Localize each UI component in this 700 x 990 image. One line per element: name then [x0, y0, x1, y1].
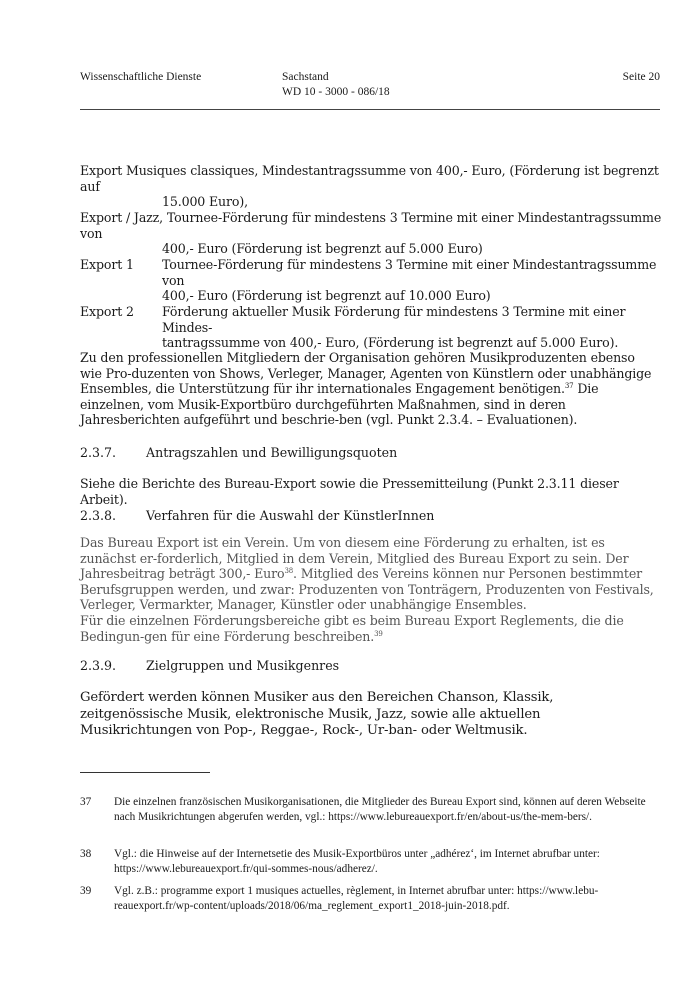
export-entry-export1: [80, 257, 662, 304]
entry-label: Export 1: [80, 257, 134, 272]
paragraph-text-continued: . Mitglied des Vereins können nur Personen bestimmter Berufsgruppen werden, und zwar: Produzenten von Tonträgern, Produzenten von Festivals, Verleger, Vermarkter, Manager, Künstler oder unabhängige Ensembles.: [80, 566, 654, 613]
section-number: 2.3.9.: [80, 658, 117, 673]
footnote-39: [80, 884, 660, 914]
export-entry-jazz: [80, 210, 662, 257]
header-doc-info: [282, 70, 390, 100]
section-number: 2.3.7.: [80, 445, 117, 460]
entry-line: Export Musiques classiques, Mindestantragssumme von 400,- Euro, (Förderung ist begrenzt auf: [80, 163, 659, 194]
paragraph-text-regulations: Für die einzelnen Förderungsbereiche gibt es beim Bureau Export Reglements, die die Bedingun-gen für eine Förderung beschreiben.: [80, 612, 624, 644]
section-239-body: Gefördert werden können Musiker aus den Bereichen Chanson, Klassik, zeitgenössische Musik, elektronische Musik, Jazz, sowie alle aktuellen Musikrichtungen von Pop-, Reggae-, Rock-, Ur-ban- oder Weltmusik.: [80, 690, 554, 739]
section-title: Zielgruppen und Musikgenres: [146, 658, 340, 673]
footnote-divider: [80, 772, 210, 773]
footnote-ref-37[interactable]: 37: [564, 382, 574, 391]
entry-line: Export / Jazz, Tournee-Förderung für mindestens 3 Termine mit einer Mindestantragssumme von: [80, 210, 662, 241]
footnote-text[interactable]: Die einzelnen französischen Musikorganisationen, die Mitglieder des Bureau Export sind, können auf deren Webseite nach Musikrichtungen abgerufen werden, vgl.: https://www.lebureauexport.fr/en/about-us/the-mem-bers/.: [114, 796, 646, 823]
header-department: Wissenschaftliche Dienste: [80, 71, 202, 83]
footnote-text[interactable]: Vgl.: die Hinweise auf der Internetsetie des Musik-Exportbüros unter „adhérez‘, im Internet abrufbar unter: https://www.lebureauexport.fr/qui-sommes-nous/adherez/.: [114, 848, 600, 875]
footnote-number: 39: [80, 885, 92, 897]
entry-line: Tournee-Förderung für mindestens 3 Termine mit einer Mindestantragssumme von: [162, 257, 657, 288]
footnote-text[interactable]: Vgl. z.B.: programme export 1 musiques actuelles, règlement, in Internet abrufbar unter: https://www.lebu-reauexport.fr/wp-content/uploads/2018/06/ma_reglement_export1_2018-juin-2018.pdf.: [114, 885, 599, 912]
footnote-number: 37: [80, 796, 92, 808]
section-238-body: [80, 535, 660, 644]
section-heading-238: [80, 508, 434, 524]
section-number: 2.3.8.: [80, 508, 117, 523]
footnote-ref-39[interactable]: 39: [374, 629, 383, 638]
section-title: Antragszahlen und Bewilligungsquoten: [146, 445, 398, 460]
paragraph-text: Zu den professionellen Mitgliedern der Organisation gehören Musikproduzenten ebenso wie Pro-duzenten von Shows, Verleger, Manager, Agenten von Künstlern oder unabhängige Ensembles, die Unterstützung für ihr internationales Engagement benötigen.: [80, 350, 652, 397]
entry-label: Export 2: [80, 304, 134, 319]
section-title: Verfahren für die Auswahl der KünstlerInnen: [146, 508, 435, 523]
entry-line: Förderung aktueller Musik Förderung für mindestens 3 Termine mit einer Mindes-: [162, 304, 626, 335]
header-divider: [80, 109, 660, 110]
footnote-ref-38[interactable]: 38: [284, 567, 294, 576]
entry-line-continued: 400,- Euro (Förderung ist begrenzt auf 10.000 Euro): [162, 288, 491, 304]
paragraph-text-continued: Die einzelnen, vom Musik-Exportbüro durchgeführten Maßnahmen, sind in deren Jahresberichten aufgeführt und beschrie-ben (vgl. Punkt 2.3.4. – Evaluationen).: [80, 381, 599, 428]
header-doc-type: Sachstand: [282, 71, 329, 83]
export-entry-classiques: [80, 163, 662, 210]
entry-line-continued: 400,- Euro (Förderung ist begrenzt auf 5.000 Euro): [162, 241, 483, 257]
footnote-number: 38: [80, 848, 92, 860]
header-doc-number: WD 10 - 3000 - 086/18: [282, 86, 390, 98]
section-heading-239: [80, 658, 339, 674]
entry-line-continued: 15.000 Euro),: [162, 194, 248, 210]
section-237-body: Siehe die Berichte des Bureau-Export sowie die Pressemitteilung (Punkt 2.3.11 dieser Arbeit).: [80, 476, 619, 507]
footnote-38: [80, 847, 660, 877]
export-entry-export2: [80, 304, 662, 351]
header-page-number: Seite 20: [622, 71, 660, 83]
paragraph-text: Das Bureau Export ist ein Verein. Um von diesem eine Förderung zu erhalten, ist es zunächst er-forderlich, Mitglied in dem Verein, Mitglied des Bureau Export zu sein. Der Jahresbeitrag beträgt 300,- Euro: [80, 535, 629, 582]
section-heading-237: [80, 445, 397, 461]
entry-line-continued: tantragssumme von 400,- Euro, (Förderung ist begrenzt auf 5.000 Euro).: [162, 335, 619, 351]
footnote-37: [80, 795, 660, 825]
members-paragraph: [80, 350, 660, 428]
